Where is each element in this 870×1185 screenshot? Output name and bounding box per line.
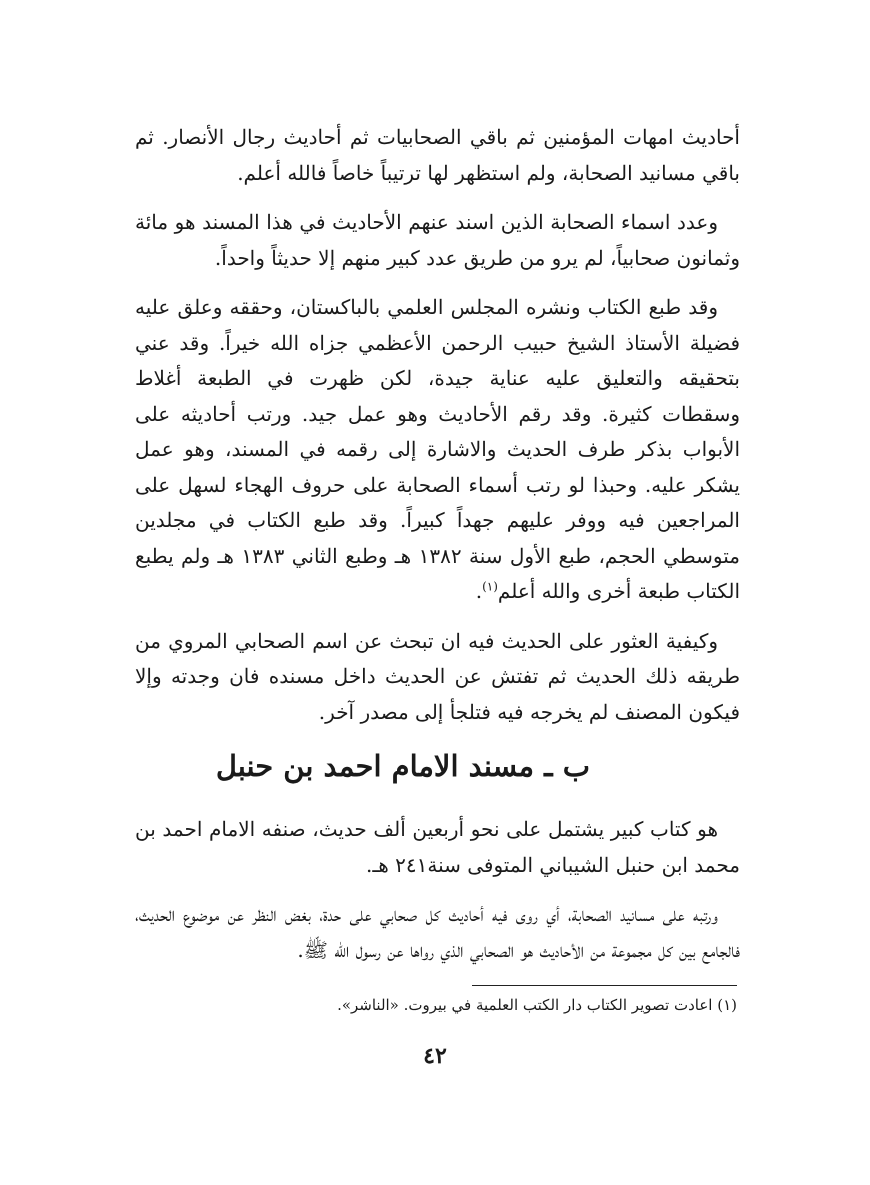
paragraph-companion-count: وعدد اسماء الصحابة الذين اسند عنهم الأحاديث في هذا المسند هو مائة وثمانون صحابياً، لم يرو من طريق عدد كبير منهم إلا حديثاً واحداً. — [135, 210, 740, 270]
paragraph-musnad-arrangement: ورتبه على مسانيد الصحابة، أي روى فيه أحاديث كل صحابي على حدة، بغض النظر عن موضوع الحديث، فالجامع بين كل مجموعة من الأحاديث هو الصحابي الذي رواها عن رسول الله ﷺ. — [135, 902, 740, 962]
full-stop: . — [475, 579, 483, 603]
main-text — [135, 120, 740, 982]
section-heading: ب ـ مسند الامام احمد بن حنبل — [215, 749, 590, 783]
paragraph-ordering: أحاديث امهات المؤمنين ثم باقي الصحابيات ثم أحاديث رجال الأنصار. ثم باقي مسانيد الصحابة، ولم استظهر لها ترتيباً خاصاً فالله أعلم. — [135, 125, 740, 185]
footnote-divider — [472, 985, 737, 986]
paragraph-printing — [135, 290, 740, 610]
footnote-reference: (١) — [482, 579, 498, 594]
paragraph-printing-text: وقد طبع الكتاب ونشره المجلس العلمي بالباكستان، وحققه وعلق عليه فضيلة الأستاذ الشيخ حبيب الرحمن الأعظمي جزاه الله خيراً. وقد عني بتحقيقه والتعليق عليه عناية جيدة، لكن ظهرت في الطبعة أغلاط وسقطات كثيرة. وقد رقم الأحاديث وهو عمل جيد. ورتب أحاديثه على الأبواب بذكر طرف الحديث والاشارة إلى رقمه في المسند، وهو عمل يشكر عليه. وحبذا لو رتب أسماء الصحابة على حروف الهجاء لسهل على المراجعين فيه ووفر عليهم جهداً كبيراً. وقد طبع الكتاب في مجلدين متوسطي الحجم، طبع الأول سنة ١٣٨٢ هـ وطبع الثاني ١٣٨٣ هـ ولم يطبع الكتاب طبعة أخرى والله أعلم — [135, 295, 741, 603]
paragraph-musnad-description: هو كتاب كبير يشتمل على نحو أربعين ألف حديث، صنفه الامام احمد بن محمد ابن حنبل الشيباني المتوفى سنة٢٤١ هـ. — [135, 817, 740, 877]
page-number: ٤٢ — [423, 1043, 447, 1069]
paragraph-finding-hadith: وكيفية العثور على الحديث فيه ان تبحث عن اسم الصحابي المروي من طريقه ذلك الحديث ثم تفتش عن الحديث داخل مسنده فان وجدته وإلا فيكون المصنف لم يخرجه فيه فتلجأ إلى مصدر آخر. — [135, 628, 740, 724]
footnote: (١) اعادت تصوير الكتاب دار الكتب العلمية في بيروت. «الناشر». — [337, 996, 737, 1014]
